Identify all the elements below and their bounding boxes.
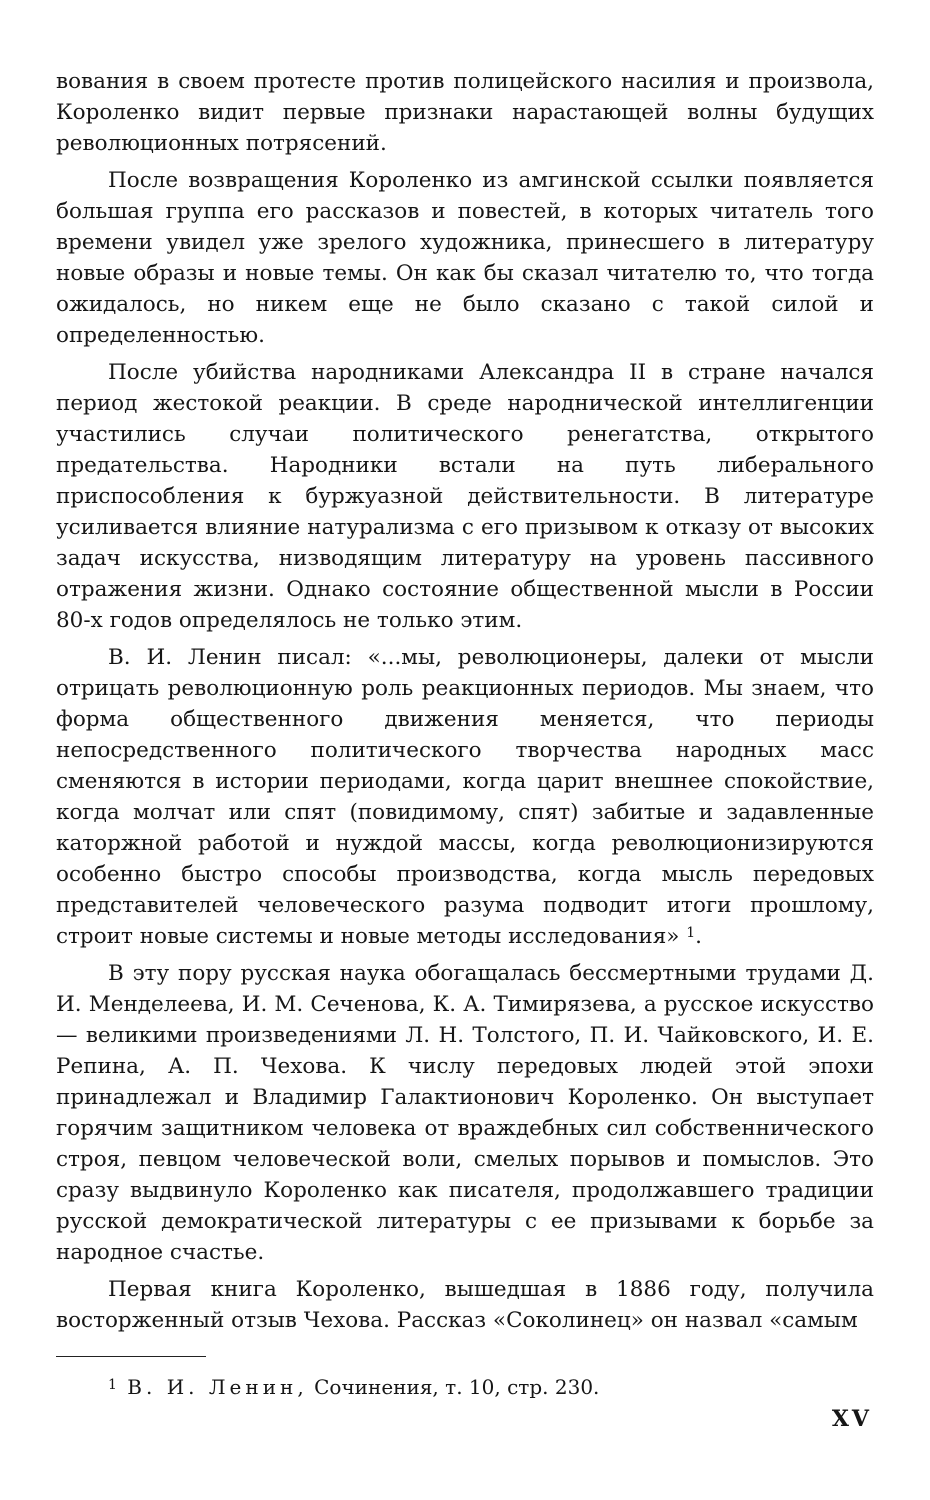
paragraph-6: Первая книга Короленко, вышедшая в 1886 году, получила восторженный отзыв Чехова. Рассказ «Соколинец» он назвал «самым: [56, 1277, 874, 1333]
footnote-author: В. И. Ленин,: [127, 1375, 308, 1399]
lenin-quote-text: В. И. Ленин писал: «...мы, революционеры, далеки от мысли отрицать революционную роль реакционных периодов. Мы знаем, что форма общественного движения меняется, что периоды непосредственного политического творчества народных масс сменяются в истории периодами, когда царит внешнее спокойствие, когда молчат или спят (повидимому, спят) забитые и задавленные каторжной работой и нуждой массы, когда революционизируются особенно быстро способы производства, когда мысль передовых представителей человеческого разума подводит итоги прошлому, строит новые системы и новые методы исследования»: [56, 645, 874, 949]
footnote-reference: 1: [686, 925, 696, 941]
footnote-text: Сочинения, т. 10, стр. 230.: [314, 1375, 600, 1399]
paragraph-2: После возвращения Короленко из амгинской ссылки появляется большая группа его рассказов и повестей, в которых читатель того времени увидел уже зрелого художника, принесшего в литературу новые образы и новые темы. Он как бы сказал читателю то, что тогда ожидалось, но никем еще не было сказано с такой силой и определенностью.: [56, 168, 874, 348]
page-number: XV: [831, 1406, 872, 1432]
footnote: [56, 1371, 874, 1401]
footnote-mark: 1: [108, 1377, 117, 1393]
paragraph-5: В эту пору русская наука обогащалась бессмертными трудами Д. И. Менделеева, И. М. Сеченова, К. А. Тимирязева, а русское искусство — великими произведениями Л. Н. Толстого, П. И. Чайковского, И. Е. Репина, А. П. Чехова. К числу передовых людей этой эпохи принадлежал и Владимир Галактионович Короленко. Он выступает горячим защитником человека от враждебных сил собственнического строя, певцом человеческой воли, смелых порывов и помыслов. Это сразу выдвинуло Короленко как писателя, продолжавшего традиции русской демократической литературы с ее призывами к борьбе за народное счастье.: [56, 961, 874, 1265]
paragraph-1: вования в своем протесте против полицейского насилия и произвола, Короленко видит первые признаки нарастающей волны будущих революционных потрясений.: [56, 69, 874, 156]
paragraph-3: После убийства народниками Александра II в стране начался период жестокой реакции. В среде народнической интеллигенции участились случаи политического ренегатства, открытого предательства. Народники встали на путь либерального приспособления к буржуазной действительности. В литературе усиливается влияние натурализма с его призывом к отказу от высоких задач искусства, низводящим литературу на уровень пассивного отражения жизни. Однако состояние общественной мысли в России 80-х годов определялось не только этим.: [56, 360, 874, 633]
body-text: [56, 66, 874, 1336]
paragraph-4: В. И. Ленин писал: «...мы, революционеры, далеки от мысли отрицать революционную роль реакционных периодов. Мы знаем, что форма общественного движения меняется, что периоды непосредственного политического творчества народных масс сменяются в истории периодами, когда царит внешнее спокойствие, когда молчат или спят (повидимому, спят) забитые и задавленные каторжной работой и нуждой массы, когда революционизируются особенно быстро способы производства, когда мысль передовых представителей человеческого разума подводит итоги прошлому, строит новые системы и новые методы исследования» $^1$.: [56, 645, 874, 949]
footnote-divider: [56, 1356, 206, 1357]
